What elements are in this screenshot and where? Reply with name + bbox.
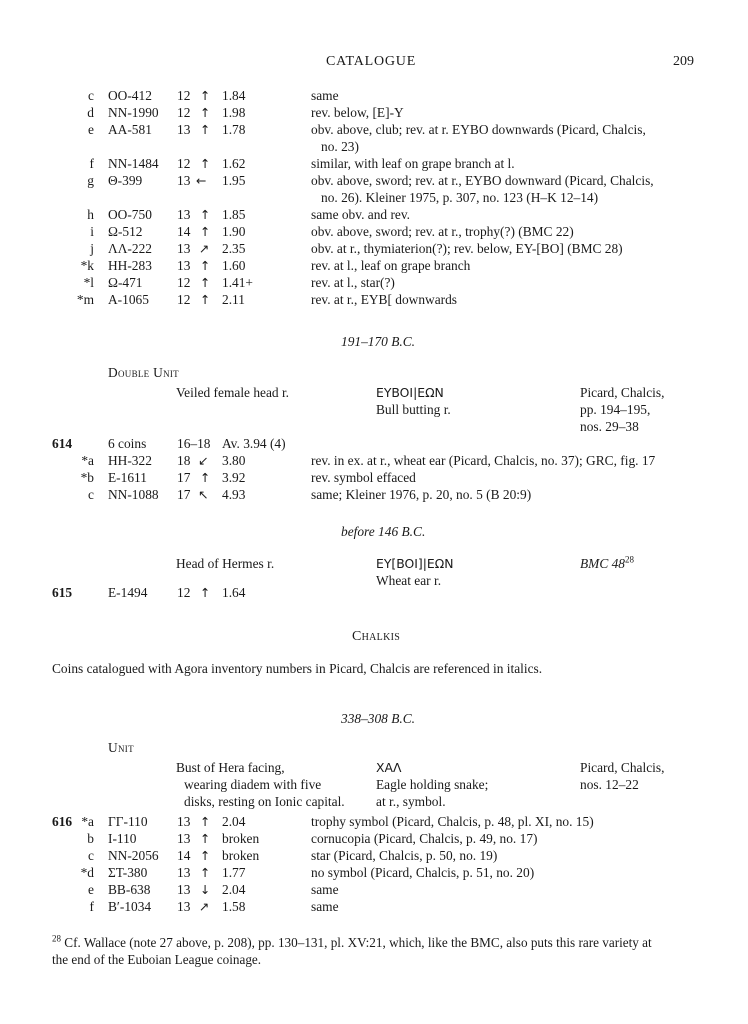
row-weight: 1.41+ [222,275,253,290]
table-row [0,882,748,899]
row-inventory: ΣT-380 [108,865,148,880]
row-letter: c [88,487,94,502]
row-description: trophy symbol (Picard, Chalcis, p. 48, pl. XI, no. 15) [311,814,594,829]
row-description: obv. above, sword; rev. at r., trophy(?) (BMC 22) [311,224,574,239]
row-inventory: ΓΓ-110 [108,814,148,829]
die-axis-arrow-icon: ↓ [200,882,211,897]
row-description: star (Picard, Chalcis, p. 50, no. 19) [311,848,498,863]
row-axis: 12 [177,275,191,290]
mint-heading: Chalkis [352,629,401,644]
reverse-type: Bull butting r. [376,402,451,417]
reverse-legend: XAΛ [376,760,402,775]
obverse-type: Head of Hermes r. [176,556,275,571]
die-axis-arrow-icon: ↗ [199,899,210,914]
reverse-legend: EYBOI|EΩN [376,385,444,400]
row-letter: e [88,122,94,137]
die-axis-arrow-icon: ↑ [200,585,211,600]
row-inventory: ΛΛ-222 [108,241,152,256]
catalogue-entry [0,585,748,602]
obverse-type: Bust of Hera facing, [176,760,285,775]
row-letter: g [87,173,94,188]
die-axis-arrow-icon: ↗ [199,241,210,256]
row-letter: *b [80,470,94,485]
row-weight: 3.92 [222,470,246,485]
row-inventory: BB-638 [108,882,151,897]
row-description: no. 23) [321,139,359,154]
table-row [0,207,748,224]
row-weight: 2.04 [222,882,246,897]
period-date: 191–170 B.C. [341,334,416,349]
reverse-type: at r., symbol. [376,794,446,809]
row-axis: 13 [177,899,191,914]
row-axis: 13 [177,122,191,137]
row-weight: 1.84 [222,88,246,103]
table-row [0,865,748,882]
row-description: rev. at r., EYB[ downwards [311,292,458,307]
row-inventory: B′-1034 [108,899,152,914]
table-row [0,848,748,865]
table-row [0,241,748,258]
obverse-type: disks, resting on Ionic capital. [184,794,345,809]
footnote-text: the end of the Euboian League coinage. [52,952,262,967]
row-inventory: Ω-471 [108,275,143,290]
row-axis: 13 [177,831,191,846]
reference: nos. 29–38 [580,419,639,434]
row-description: same [311,899,339,914]
die-axis-arrow-icon: ↑ [200,224,211,239]
die-axis-arrow-icon: ↑ [200,831,211,846]
die-axis-arrow-icon: ↑ [200,105,211,120]
row-inventory: E-1611 [108,470,147,485]
reference: pp. 194–195, [580,402,651,417]
row-weight: 2.11 [222,292,245,307]
die-axis-arrow-icon: ← [196,173,207,188]
table-row-continuation [0,190,748,207]
row-axis: 14 [177,224,191,239]
table-row [0,453,748,470]
running-head: CATALOGUE [326,54,417,69]
row-letter: i [90,224,94,239]
row-letter: c [88,848,94,863]
entry-axis: 16–18 [177,436,211,451]
row-weight: 2.35 [222,241,246,256]
row-description: no. 26). Kleiner 1975, p. 307, no. 123 (H–K 12–14) [321,190,599,205]
obverse-type: Veiled female head r. [176,385,290,400]
row-description: cornucopia (Picard, Chalcis, p. 49, no. 17) [311,831,538,846]
reference: Picard, Chalcis, [580,385,665,400]
table-row [0,831,748,848]
denomination-heading: Double Unit [108,365,179,380]
table-row [0,470,748,487]
row-axis: 17 [177,470,191,485]
row-weight: 2.04 [222,814,246,829]
row-weight: 1.85 [222,207,246,222]
row-description: rev. symbol effaced [311,470,416,485]
footnote [52,935,652,951]
row-description: rev. at l., leaf on grape branch [311,258,471,273]
row-weight: 1.78 [222,122,246,137]
die-axis-arrow-icon: ↖ [198,487,209,502]
row-inventory: HH-283 [108,258,152,273]
table-row [0,173,748,190]
entry-number: 615 [52,585,73,600]
row-axis: 12 [177,105,191,120]
row-description: obv. above, club; rev. at r. EYBO downwards (Picard, Chalcis, [311,122,646,137]
die-axis-arrow-icon: ↑ [200,292,211,307]
table-row [0,105,748,122]
row-letter: e [88,882,94,897]
row-letter: h [87,207,94,222]
reverse-type: Eagle holding snake; [376,777,489,792]
row-letter: f [89,156,94,171]
row-description: rev. at l., star(?) [311,275,395,290]
row-inventory: Ω-512 [108,224,143,239]
row-axis: 13 [177,173,191,188]
row-inventory: HH-322 [108,453,152,468]
die-axis-arrow-icon: ↑ [200,275,211,290]
entry-number: 616 [52,814,73,829]
entry-number: 614 [52,436,73,451]
row-axis: 12 [177,88,191,103]
row-letter: *a [81,814,94,829]
table-row [0,814,748,831]
row-axis: 18 [177,453,191,468]
row-inventory: AA-581 [108,122,152,137]
row-description: obv. above, sword; rev. at r., EYBO downward (Picard, Chalcis, [311,173,654,188]
row-weight: 1.90 [222,224,246,239]
row-description: same [311,88,339,103]
row-weight: broken [222,848,260,863]
row-letter: *d [80,865,94,880]
footnote-text: Cf. Wallace (note 27 above, p. 208), pp. 130–131, pl. XV:21, which, like the BMC, also puts this rare variety at [64,935,652,950]
period-date: 338–308 B.C. [341,711,416,726]
reference: nos. 12–22 [580,777,639,792]
row-letter: j [90,241,94,256]
reverse-type: Wheat ear r. [376,573,442,588]
table-row [0,899,748,916]
row-letter: b [87,831,94,846]
die-axis-arrow-icon: ↑ [200,88,211,103]
entry-inventory: E-1494 [108,585,148,600]
row-description: similar, with leaf on grape branch at l. [311,156,515,171]
page-number: 209 [673,54,694,69]
row-axis: 13 [177,207,191,222]
row-weight: 1.95 [222,173,246,188]
footnote-marker: 28 [52,933,61,944]
row-description: obv. at r., thymiaterion(?); rev. below, EY-[BO] (BMC 28) [311,241,623,256]
entry-inventory: 6 coins [108,436,147,451]
row-weight: 1.62 [222,156,246,171]
table-row [0,88,748,105]
row-axis: 12 [177,156,191,171]
footnote-marker: 28 [625,554,635,565]
entry-weight: 1.64 [222,585,246,600]
row-letter: *a [81,453,94,468]
die-axis-arrow-icon: ↑ [200,207,211,222]
row-axis: 13 [177,882,191,897]
row-description: same obv. and rev. [311,207,411,222]
die-axis-arrow-icon: ↑ [200,258,211,273]
row-inventory: OO-750 [108,207,152,222]
row-weight: 1.60 [222,258,246,273]
die-axis-arrow-icon: ↑ [200,865,211,880]
die-axis-arrow-icon: ↑ [200,470,211,485]
table-row [0,122,748,139]
row-inventory: NN-2056 [108,848,159,863]
table-row [0,487,748,504]
row-axis: 12 [177,292,191,307]
denomination-heading: Unit [108,740,134,755]
row-description: no symbol (Picard, Chalcis, p. 51, no. 20) [311,865,535,880]
die-axis-arrow-icon: ↑ [200,848,211,863]
table-row [0,275,748,292]
reference: Picard, Chalcis, [580,760,665,775]
table-row [0,224,748,241]
row-axis: 13 [177,241,191,256]
row-axis: 13 [177,814,191,829]
table-row [0,292,748,309]
row-inventory: OO-412 [108,88,152,103]
table-row-continuation [0,139,748,156]
row-letter: f [89,899,94,914]
obverse-type: wearing diadem with five [184,777,322,792]
row-weight: 4.93 [222,487,246,502]
row-axis: 17 [177,487,191,502]
row-letter: *k [80,258,94,273]
row-description: same [311,882,339,897]
row-axis: 13 [177,258,191,273]
row-letter: *l [83,275,94,290]
row-axis: 14 [177,848,191,863]
row-inventory: NN-1990 [108,105,159,120]
row-letter: d [87,105,94,120]
row-weight: broken [222,831,260,846]
row-letter: c [88,88,94,103]
row-weight: 1.77 [222,865,246,880]
row-inventory: NN-1484 [108,156,159,171]
reverse-legend: EY[BOI]|EΩN [376,556,454,571]
row-weight: 1.58 [222,899,246,914]
die-axis-arrow-icon: ↑ [200,814,211,829]
row-description: rev. in ex. at r., wheat ear (Picard, Chalcis, no. 37); GRC, fig. 17 [311,453,656,468]
row-weight: 1.98 [222,105,246,120]
row-description: same; Kleiner 1976, p. 20, no. 5 (B 20:9) [311,487,532,502]
period-date: before 146 B.C. [341,524,426,539]
table-row [0,258,748,275]
entry-axis: 12 [177,585,191,600]
row-axis: 13 [177,865,191,880]
catalogue-entry [0,436,748,453]
row-letter: *m [76,292,94,307]
entry-weight: Av. 3.94 (4) [222,436,286,451]
row-inventory: NN-1088 [108,487,159,502]
intro-note: Coins catalogued with Agora inventory numbers in Picard, Chalcis are referenced in italics. [52,661,543,676]
table-row [0,156,748,173]
die-axis-arrow-icon: ↑ [200,156,211,171]
row-weight: 3.80 [222,453,246,468]
die-axis-arrow-icon: ↑ [200,122,211,137]
row-inventory: A-1065 [108,292,149,307]
row-description: rev. below, [E]-Y [311,105,404,120]
reference: BMC $48^{28}$ [580,554,635,571]
die-axis-arrow-icon: ↙ [198,453,209,468]
row-inventory: I-110 [108,831,137,846]
row-inventory: Θ-399 [108,173,143,188]
